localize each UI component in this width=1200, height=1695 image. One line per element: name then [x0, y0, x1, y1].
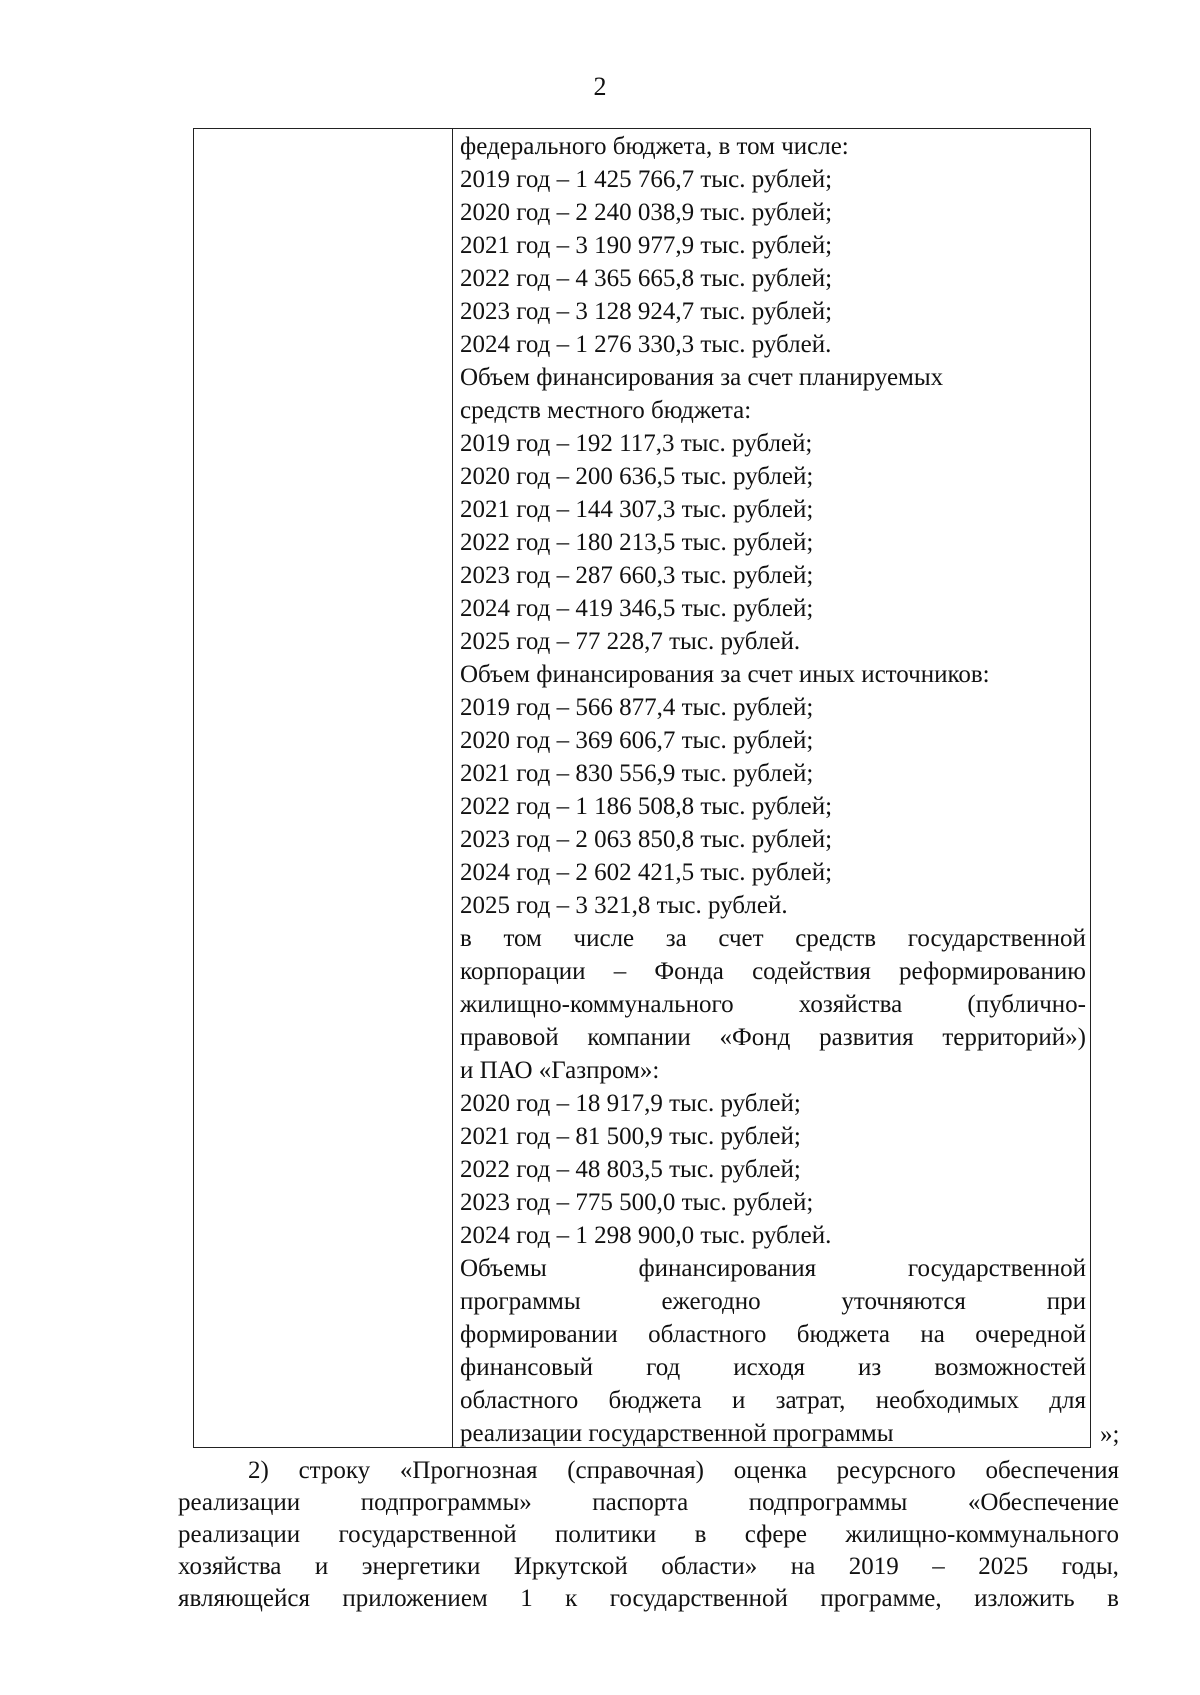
word: государственной — [907, 925, 1086, 952]
body-line-justified — [178, 1519, 1119, 1551]
word: хозяйства — [178, 1553, 282, 1580]
word: 2019 — [848, 1553, 899, 1580]
word: – — [613, 958, 627, 985]
cell-line: 2022 год – 180 213,5 тыс. рублей; — [460, 529, 814, 556]
word: из — [858, 1354, 882, 1381]
word: содействия — [752, 958, 871, 985]
cell-line: Объем финансирования за счет планируемых — [460, 364, 944, 391]
word: политики — [555, 1521, 657, 1548]
word: территорий») — [942, 1024, 1086, 1051]
word: (справочная) — [567, 1457, 704, 1484]
word: паспорта — [592, 1489, 689, 1516]
cell-line: 2019 год – 566 877,4 тыс. рублей; — [460, 694, 814, 721]
cell-line: 2022 год – 4 365 665,8 тыс. рублей; — [460, 265, 833, 292]
word: «Прогнозная — [399, 1457, 538, 1484]
cell-line: 2023 год – 287 660,3 тыс. рублей; — [460, 562, 814, 589]
word: являющейся — [178, 1585, 310, 1612]
cell-line-justified — [460, 1318, 1086, 1351]
word: финансирования — [638, 1255, 817, 1282]
word: изложить — [974, 1585, 1075, 1612]
cell-line: 2021 год – 144 307,3 тыс. рублей; — [460, 496, 814, 523]
word: за — [665, 925, 687, 952]
word: 2025 — [978, 1553, 1029, 1580]
word: Фонда — [654, 958, 724, 985]
word: жилищно-коммунального — [460, 991, 734, 1018]
word: реформированию — [899, 958, 1086, 985]
word: счет — [718, 925, 764, 952]
table-right-cell — [460, 130, 1086, 1450]
word: на — [790, 1553, 816, 1580]
word: годы, — [1061, 1553, 1119, 1580]
cell-line: 2023 год – 3 128 924,7 тыс. рублей; — [460, 298, 833, 325]
cell-line: 2024 год – 1 276 330,3 тыс. рублей. — [460, 331, 832, 358]
word: уточняются — [841, 1288, 966, 1315]
word: реализации — [178, 1521, 301, 1548]
word: правовой — [460, 1024, 559, 1051]
cell-line: 2023 год – 2 063 850,8 тыс. рублей; — [460, 826, 833, 853]
word: государственной — [338, 1521, 517, 1548]
word: программе, — [820, 1585, 942, 1612]
cell-line: 2024 год – 2 602 421,5 тыс. рублей; — [460, 859, 833, 886]
cell-line-justified — [460, 955, 1086, 988]
word: области» — [661, 1553, 758, 1580]
word: областного — [648, 1321, 767, 1348]
cell-line: 2021 год – 81 500,9 тыс. рублей; — [460, 1123, 801, 1150]
word: сфере — [744, 1521, 808, 1548]
word: (публично- — [967, 991, 1086, 1018]
cell-line: 2022 год – 48 803,5 тыс. рублей; — [460, 1156, 801, 1183]
word: Иркутской — [513, 1553, 628, 1580]
word: год — [646, 1354, 681, 1381]
cell-line-justified — [460, 922, 1086, 955]
cell-line: федерального бюджета, в том числе: — [460, 133, 849, 160]
word: в — [460, 925, 472, 952]
word: «Фонд — [719, 1024, 791, 1051]
word: ресурсного — [836, 1457, 956, 1484]
word: для — [1049, 1387, 1086, 1414]
cell-line-justified — [460, 1021, 1086, 1054]
word: корпорации — [460, 958, 586, 985]
cell-line-justified — [460, 1285, 1086, 1318]
word: бюджета — [608, 1387, 702, 1414]
cell-line: и ПАО «Газпром»: — [460, 1057, 660, 1084]
cell-line: 2020 год – 200 636,5 тыс. рублей; — [460, 463, 814, 490]
word: жилищно-коммунального — [845, 1521, 1119, 1548]
page-number: 2 — [593, 72, 607, 101]
word: финансовый — [460, 1354, 594, 1381]
word: государственной — [907, 1255, 1086, 1282]
word: Объемы — [460, 1255, 547, 1282]
word: том — [503, 925, 542, 952]
body-line-justified — [178, 1455, 1119, 1487]
word: развития — [819, 1024, 914, 1051]
word: хозяйства — [798, 991, 903, 1018]
cell-line: 2025 год – 77 228,7 тыс. рублей. — [460, 628, 801, 655]
table-column-divider — [452, 128, 453, 1448]
cell-line: 2020 год – 18 917,9 тыс. рублей; — [460, 1090, 801, 1117]
word: числе — [573, 925, 635, 952]
cell-line: Объем финансирования за счет иных источников: — [460, 661, 990, 688]
closing-quote: »; — [1100, 1421, 1120, 1448]
word: и — [314, 1553, 329, 1580]
body-line-justified — [178, 1487, 1119, 1519]
cell-line: реализации государственной программы — [460, 1420, 894, 1447]
word: формировании — [460, 1321, 618, 1348]
cell-line: 2020 год – 369 606,7 тыс. рублей; — [460, 727, 814, 754]
word: бюджета — [796, 1321, 890, 1348]
cell-line: средств местного бюджета: — [460, 397, 752, 424]
cell-line: 2024 год – 1 298 900,0 тыс. рублей. — [460, 1222, 832, 1249]
word: компании — [587, 1024, 691, 1051]
cell-line-justified — [460, 1252, 1086, 1285]
body-line-justified — [178, 1551, 1119, 1583]
word: энергетики — [361, 1553, 481, 1580]
word: в — [1107, 1585, 1119, 1612]
cell-line: 2019 год – 1 425 766,7 тыс. рублей; — [460, 166, 833, 193]
word: в — [694, 1521, 707, 1548]
word: – — [932, 1553, 945, 1580]
cell-line: 2021 год – 830 556,9 тыс. рублей; — [460, 760, 814, 787]
cell-line: 2021 год – 3 190 977,9 тыс. рублей; — [460, 232, 833, 259]
word: подпрограммы — [748, 1489, 908, 1516]
word: приложением — [342, 1585, 488, 1612]
word: подпрограммы» — [360, 1489, 532, 1516]
word: к — [565, 1585, 578, 1612]
word: реализации — [178, 1489, 301, 1516]
word: областного — [460, 1387, 579, 1414]
word: и — [731, 1387, 746, 1414]
word: «Обеспечение — [967, 1489, 1119, 1516]
word: строку — [298, 1457, 371, 1484]
cell-line: 2020 год – 2 240 038,9 тыс. рублей; — [460, 199, 833, 226]
cell-line: 2022 год – 1 186 508,8 тыс. рублей; — [460, 793, 833, 820]
word: 2) — [248, 1457, 269, 1484]
word: обеспечения — [985, 1457, 1119, 1484]
word: возможностей — [934, 1354, 1086, 1381]
word: оценка — [733, 1457, 807, 1484]
word: очередной — [975, 1321, 1086, 1348]
cell-line-justified — [460, 1384, 1086, 1417]
cell-line-justified — [460, 988, 1086, 1021]
word: программы — [460, 1288, 581, 1315]
cell-line-justified — [460, 1351, 1086, 1384]
word: необходимых — [875, 1387, 1019, 1414]
cell-line: 2024 год – 419 346,5 тыс. рублей; — [460, 595, 814, 622]
word: государственной — [609, 1585, 788, 1612]
cell-line: 2023 год – 775 500,0 тыс. рублей; — [460, 1189, 814, 1216]
word: 1 — [520, 1585, 533, 1612]
word: затрат, — [775, 1387, 846, 1414]
word: средств — [795, 925, 877, 952]
word: на — [920, 1321, 945, 1348]
word: ежегодно — [661, 1288, 761, 1315]
body-line-justified — [178, 1583, 1119, 1615]
body-paragraph — [178, 1455, 1119, 1615]
cell-line: 2019 год – 192 117,3 тыс. рублей; — [460, 430, 813, 457]
cell-line: 2025 год – 3 321,8 тыс. рублей. — [460, 892, 788, 919]
word: исходя — [733, 1354, 805, 1381]
word: при — [1046, 1288, 1086, 1315]
